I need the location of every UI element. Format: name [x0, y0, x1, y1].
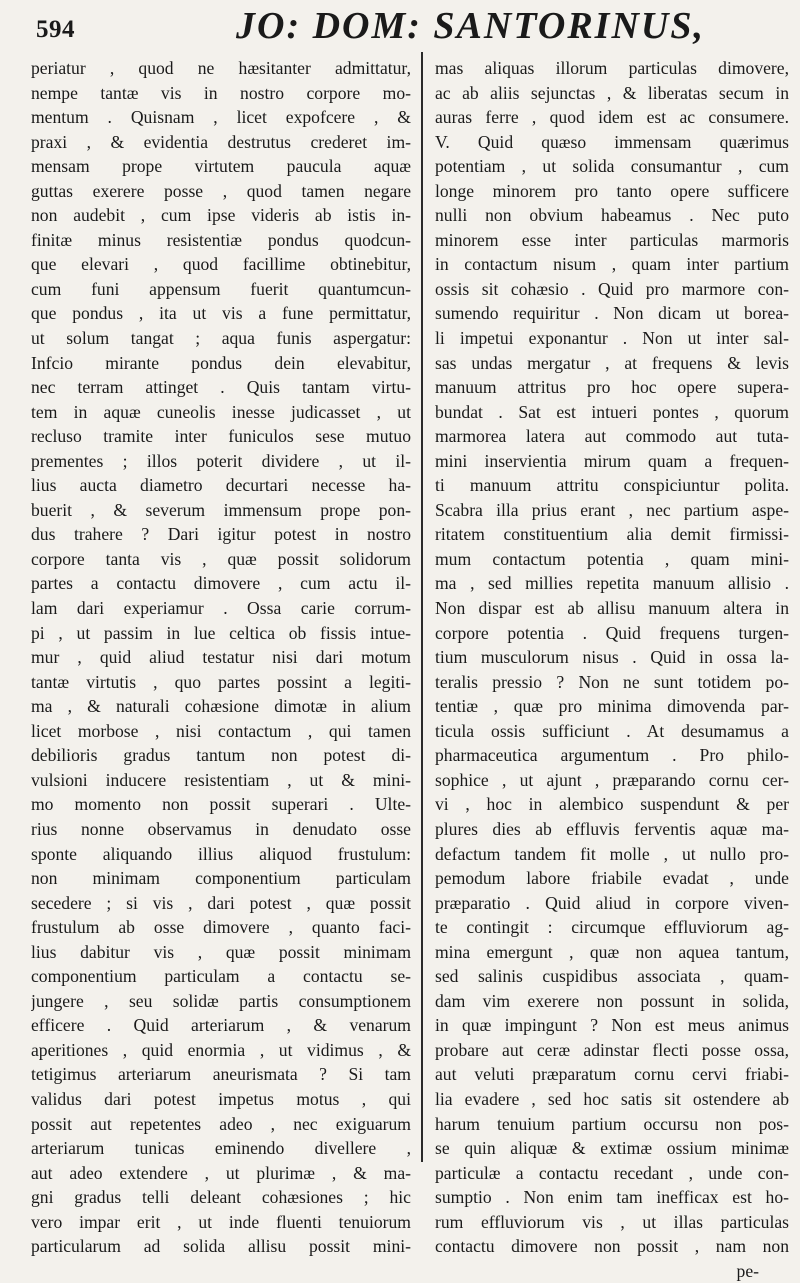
text-line: recluso tramite inter funiculos sese mutuo: [31, 426, 411, 447]
text-line: corpore tanta vis , quæ possit solidorum: [31, 548, 411, 569]
text-line: pharmaceutica argumentum . Pro philo-: [435, 745, 789, 766]
text-line: minorem esse inter particulas marmoris: [435, 229, 789, 250]
catchword: pe-: [736, 1260, 759, 1281]
text-line: sophice , ut ajunt , præparando cornu cer-: [435, 769, 789, 790]
running-header: [30, 2, 782, 52]
text-line: manuum attritus pro hoc opere supera-: [435, 377, 789, 398]
text-line: harum tenuium partium occursu non pos-: [435, 1113, 789, 1134]
text-line: marmorea latera aut commodo aut tuta-: [435, 426, 789, 447]
right-column: [435, 56, 789, 1283]
text-line: ossis sit cohæsio . Quid pro marmore con-: [435, 278, 789, 299]
text-line: ticula ossis sufficiunt . At desumamus a: [435, 720, 789, 741]
text-line: bundat . Sat est intueri pontes , quorum: [435, 401, 789, 422]
text-line: non audebit , cum ipse videris ab istis in-: [31, 205, 411, 226]
text-line: sumendo requiritur . Non dicam ut borea-: [435, 303, 789, 324]
text-line: particularum ad solida allisu possit mini-: [31, 1236, 411, 1257]
text-line: cum funi appensum fuerit quantumcun-: [31, 278, 411, 299]
text-line: præparatio . Quid aliud in corpore viven-: [435, 892, 789, 913]
text-line: mina emergunt , quæ non aquea tantum,: [435, 941, 789, 962]
text-line: gni gradus telli deleant cohæsiones ; hic: [31, 1187, 411, 1208]
text-line: mini inservientia mirum quam a frequen-: [435, 450, 789, 471]
text-line: que elevari , quod facillime obtinebitur,: [31, 254, 411, 275]
text-line: vulsioni inducere resistentiam , ut & mini-: [31, 769, 411, 790]
text-line: licet morbose , nisi contactum , qui tamen: [31, 720, 411, 741]
text-line: defactum tandem fit molle , ut nullo pro-: [435, 843, 789, 864]
column-divider: [421, 52, 423, 1162]
text-line: lius aucta diametro decurtari necesse ha-: [31, 475, 411, 496]
text-line: aperitiones , quid enormia , ut vidimus , &: [31, 1039, 411, 1060]
text-line: ut solum tangat ; aqua funis aspergatur:: [31, 328, 411, 349]
text-line: tem in aquæ cuneolis inesse judicasset , ut: [31, 401, 411, 422]
text-line: ma , & naturali cohæsione dimotæ in alium: [31, 696, 411, 717]
text-line: tentiæ , quæ pro minima dimovenda par-: [435, 696, 789, 717]
text-line: ac ab aliis sejunctas , & liberatas secum in: [435, 82, 789, 103]
text-line: Scabra illa prius erant , nec partium aspe-: [435, 499, 789, 520]
text-line: sed salinis cuspidibus associata , quam-: [435, 966, 789, 987]
text-line: potentiam , ut solida consumantur , cum: [435, 156, 789, 177]
text-line: longe minorem pro tanto opere sufficere: [435, 180, 789, 201]
text-line: dus trahere ? Dari igitur potest in nostro: [31, 524, 411, 545]
text-line: Non dispar est ab allisu manuum altera in: [435, 598, 789, 619]
text-line: rius nonne observamus in denudato osse: [31, 818, 411, 839]
text-line: teralis pressio ? Non ne sunt totidem po-: [435, 671, 789, 692]
left-column: [31, 56, 411, 1259]
text-line: vi , hoc in alembico suspendunt & per: [435, 794, 789, 815]
text-line: V. Quid quæso immensam quærimus: [435, 131, 789, 152]
text-line: prementes ; illos poterit dividere , ut il-: [31, 450, 411, 471]
text-line: mensam prope virtutem paucula aquæ: [31, 156, 411, 177]
text-line: pi , ut passim in lue celtica ob fissis intue-: [31, 622, 411, 643]
running-title: JO: DOM: SANTORINUS,: [236, 5, 705, 47]
text-line: mum contactum potentia , quam mini-: [435, 548, 789, 569]
text-line: particulæ a contactu recedant , unde con-: [435, 1162, 789, 1183]
text-line: rum effluviorum vis , ut illas particulas: [435, 1211, 789, 1232]
text-line: pemodum labore friabile evadat , unde: [435, 868, 789, 889]
text-line: nec terram attinget . Quis tantam virtu-: [31, 377, 411, 398]
text-line: praxi , & evidentia destrutus crederet im-: [31, 131, 411, 152]
text-line: frustulum ab osse dimovere , quanto faci-: [31, 917, 411, 938]
text-line: lam dari experiamur . Ossa carie corrum-: [31, 598, 411, 619]
text-line: plures dies ab effluvis ferventis aquæ ma-: [435, 818, 789, 839]
text-line: contactu dimovere non possit , nam non: [435, 1236, 789, 1257]
text-line: mur , quid aliud testatur nisi dari motum: [31, 647, 411, 668]
text-line: periatur , quod ne hæsitanter admittatur,: [31, 58, 411, 78]
text-line: mas aliquas illorum particulas dimovere,: [435, 58, 789, 78]
text-line: jungere , seu solidæ partis consumptionem: [31, 990, 411, 1011]
text-line: mentum . Quisnam , licet expofcere , &: [31, 107, 411, 128]
text-line: ritatem constituentium alia demit firmissi-: [435, 524, 789, 545]
text-line: in contactum nisum , quam inter partium: [435, 254, 789, 275]
text-line: lius dabitur vis , quæ possit minimam: [31, 941, 411, 962]
text-line: guttas exerere posse , quod tamen negare: [31, 180, 411, 201]
text-line: li impetui exponantur . Non ut inter sal-: [435, 328, 789, 349]
text-line: se quin aliquæ & extimæ ossium minimæ: [435, 1138, 789, 1159]
text-line: probare aut ceræ adinstar flecti posse ossa,: [435, 1039, 789, 1060]
text-line: tantæ virtutis , quo partes possint a legiti-: [31, 671, 411, 692]
text-line: non minimam componentium particulam: [31, 868, 411, 889]
page-number: 594: [36, 16, 75, 43]
text-line: lia evadere , sed hoc satis sit ostendere ab: [435, 1088, 789, 1109]
text-line: ma , sed millies repetita manuum allisio .: [435, 573, 789, 594]
text-line: nempe tantæ vis in nostro corpore mo-: [31, 82, 411, 103]
text-line: debilioris gradus tantum non potest di-: [31, 745, 411, 766]
text-line: tium musculorum nisus . Quid in ossa la-: [435, 647, 789, 668]
text-line: componentium particulam a contactu se-: [31, 966, 411, 987]
text-line: nulli non obvium habeamus . Nec puto: [435, 205, 789, 226]
text-line: vero impar erit , ut inde fluenti tenuiorum: [31, 1211, 411, 1232]
text-line: secedere ; si vis , dari potest , quæ possit: [31, 892, 411, 913]
text-line: te contingit : circumque effluviorum ag-: [435, 917, 789, 938]
text-line: arteriarum tunicas eminendo divellere ,: [31, 1138, 411, 1159]
text-line: finitæ minus resistentiæ pondus quodcun-: [31, 229, 411, 250]
text-line: auras ferre , quod idem est ac consumere.: [435, 107, 789, 128]
text-line: validus dari potest impetus motus , qui: [31, 1088, 411, 1109]
text-line: sponte aliquando illius aliquod frustulum:: [31, 843, 411, 864]
text-line: corpore potentia . Quid frequens turgen-: [435, 622, 789, 643]
text-line: possit aut repetentes adeo , nec exiguarum: [31, 1113, 411, 1134]
text-line: Infcio mirante pondus dein elevabitur,: [31, 352, 411, 373]
text-line: buerit , & severum immensum prope pon-: [31, 499, 411, 520]
text-line: partes a contactu dimovere , cum actu il-: [31, 573, 411, 594]
text-line: sas undas mergatur , at frequens & levis: [435, 352, 789, 373]
text-line: efficere . Quid arteriarum , & venarum: [31, 1015, 411, 1036]
text-line: que pondus , ita ut vis a fune permittatur,: [31, 303, 411, 324]
text-line: aut veluti præparatum cornu cervi friabi-: [435, 1064, 789, 1085]
text-line: aut adeo extendere , ut plurimæ , & ma-: [31, 1162, 411, 1183]
text-line: dam vim exerere non possunt in solida,: [435, 990, 789, 1011]
text-line: mo momento non possit superari . Ulte-: [31, 794, 411, 815]
text-line: sumptio . Non enim tam inefficax est ho-: [435, 1187, 789, 1208]
text-line: in quæ impingunt ? Non est meus animus: [435, 1015, 789, 1036]
text-line: ti manuum attritu conspiciuntur polita.: [435, 475, 789, 496]
text-line: tetigimus arteriarum aneurismata ? Si tam: [31, 1064, 411, 1085]
